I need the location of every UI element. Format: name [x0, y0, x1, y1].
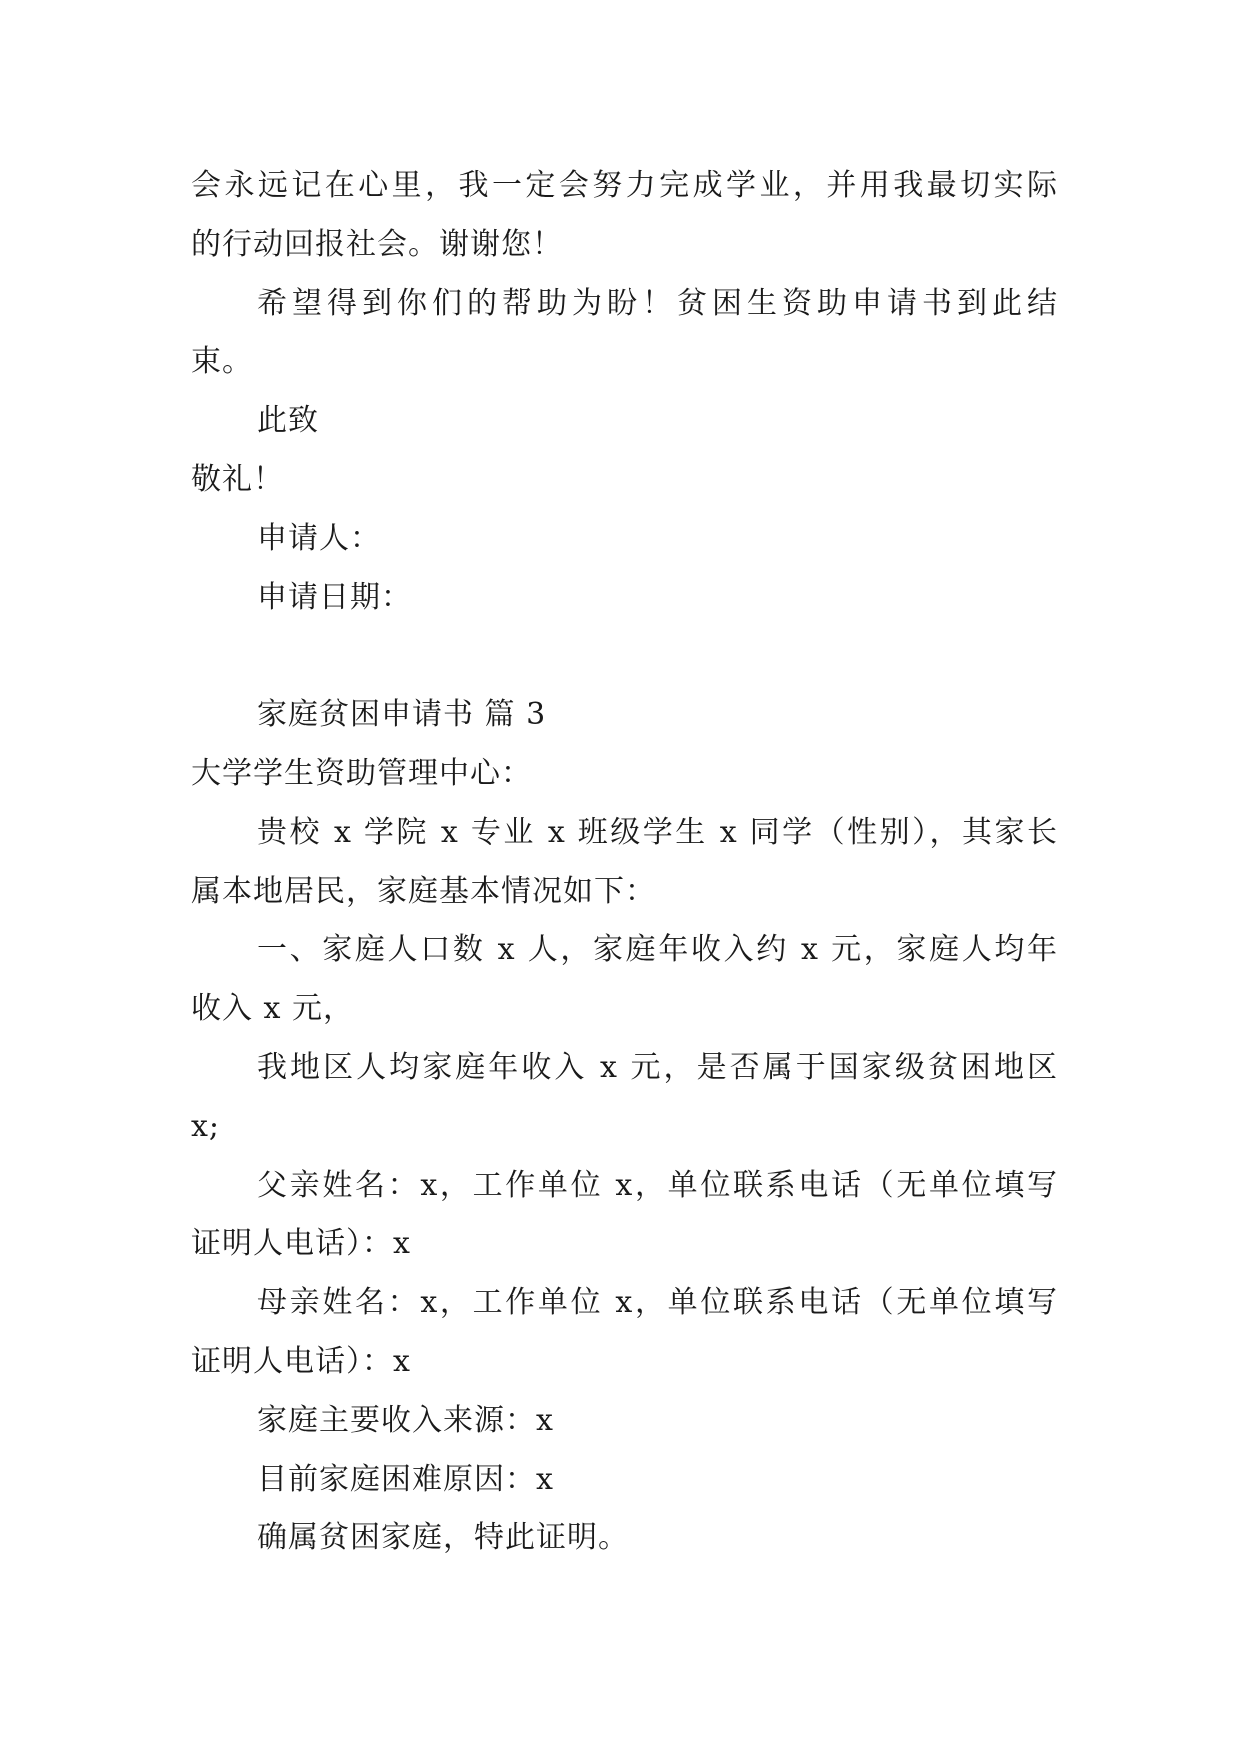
addressee: 大学学生资助管理中心： [191, 755, 532, 791]
document-body [191, 157, 1058, 1568]
letter-salutation-1: 此致 [257, 403, 319, 439]
mother-line-1: 母亲姓名：x，工作单位 x，单位联系电话（无单位填写 [257, 1285, 1058, 1321]
income-source-line: 家庭主要收入来源：x [257, 1402, 554, 1438]
certification-line: 确属贫困家庭，特此证明。 [257, 1520, 629, 1556]
applicant-label: 申请人： [257, 520, 381, 556]
difficulty-reason-line: 目前家庭困难原因：x [257, 1461, 554, 1497]
letter-body-line-1: 会永远记在心里，我一定会努力完成学业，并用我最切实际 [191, 168, 1058, 203]
section-heading: 家庭贫困申请书 篇 3 [257, 697, 547, 733]
section-spacer [191, 627, 1058, 686]
mother-line-2: 证明人电话）：x [191, 1343, 411, 1379]
region-line-2: x; [191, 1108, 221, 1144]
application-date-label: 申请日期： [257, 579, 412, 615]
intro-line-1: 贵校 x 学院 x 专业 x 班级学生 x 同学（性别），其家长 [257, 814, 1058, 850]
letter-body-line-2: 的行动回报社会。谢谢您！ [191, 226, 563, 262]
letter-hope-line-2: 束。 [191, 344, 253, 380]
letter-salutation-2: 敬礼！ [191, 461, 284, 497]
household-line-2: 收入 x 元， [191, 991, 354, 1027]
letter-hope-line-1: 希望得到你们的帮助为盼！贫困生资助申请书到此结 [257, 285, 1058, 321]
intro-line-2: 属本地居民，家庭基本情况如下： [191, 873, 656, 909]
father-line-1: 父亲姓名：x，工作单位 x，单位联系电话（无单位填写 [257, 1167, 1058, 1203]
region-line-1: 我地区人均家庭年收入 x 元，是否属于国家级贫困地区 [257, 1049, 1058, 1085]
household-line-1: 一、家庭人口数 x 人，家庭年收入约 x 元，家庭人均年 [257, 932, 1058, 968]
father-line-2: 证明人电话）：x [191, 1226, 411, 1262]
